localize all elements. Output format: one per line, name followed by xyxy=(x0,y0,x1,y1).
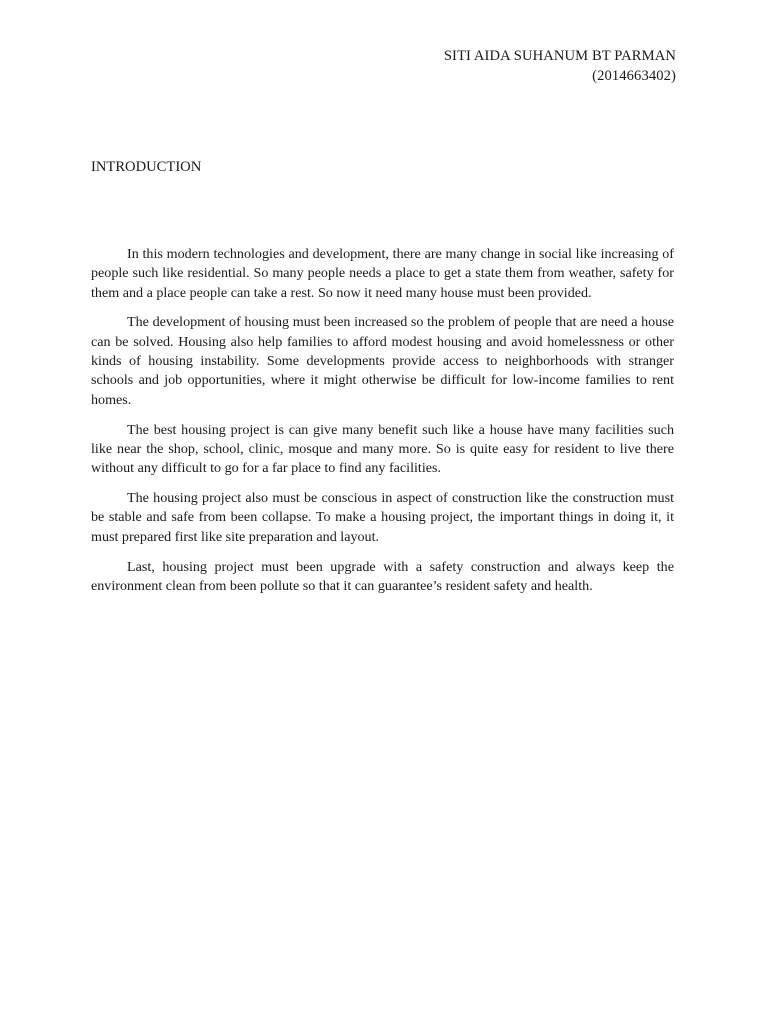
section-heading: INTRODUCTION xyxy=(91,159,202,175)
body-text xyxy=(91,245,674,607)
paragraph: The best housing project is can give many benefit such like a house have many facilities such like near the shop, school, clinic, mosque and many more. So is quite easy for resident to live there without any difficult to go for a far place to find any facilities. xyxy=(91,421,674,477)
paragraph: The development of housing must been increased so the problem of people that are need a house can be solved. Housing also help families to afford modest housing and avoid homelessness or other kinds of housing instability. Some developments provide access to neighborhoods with stranger schools and job opportunities, where it might otherwise be difficult for low-income families to rent homes. xyxy=(91,314,674,408)
paragraph: The housing project also must be conscious in aspect of construction like the construction must be stable and safe from been collapse. To make a housing project, the important things in doing it, it must prepared first like site preparation and layout. xyxy=(91,490,674,545)
paragraph: Last, housing project must been upgrade with a safety construction and always keep the environment clean from been pollute so that it can guarantee’s resident safety and health. xyxy=(91,558,674,594)
student-id: (2014663402) xyxy=(592,68,676,84)
paragraph: In this modern technologies and development, there are many change in social like increasing of people such like residential. So many people needs a place to get a state them from weather, safety for them and a place people can take a rest. So now it need many house must been provided. xyxy=(91,246,674,301)
author-name: SITI AIDA SUHANUM BT PARMAN xyxy=(443,48,676,64)
author-block xyxy=(444,46,676,86)
